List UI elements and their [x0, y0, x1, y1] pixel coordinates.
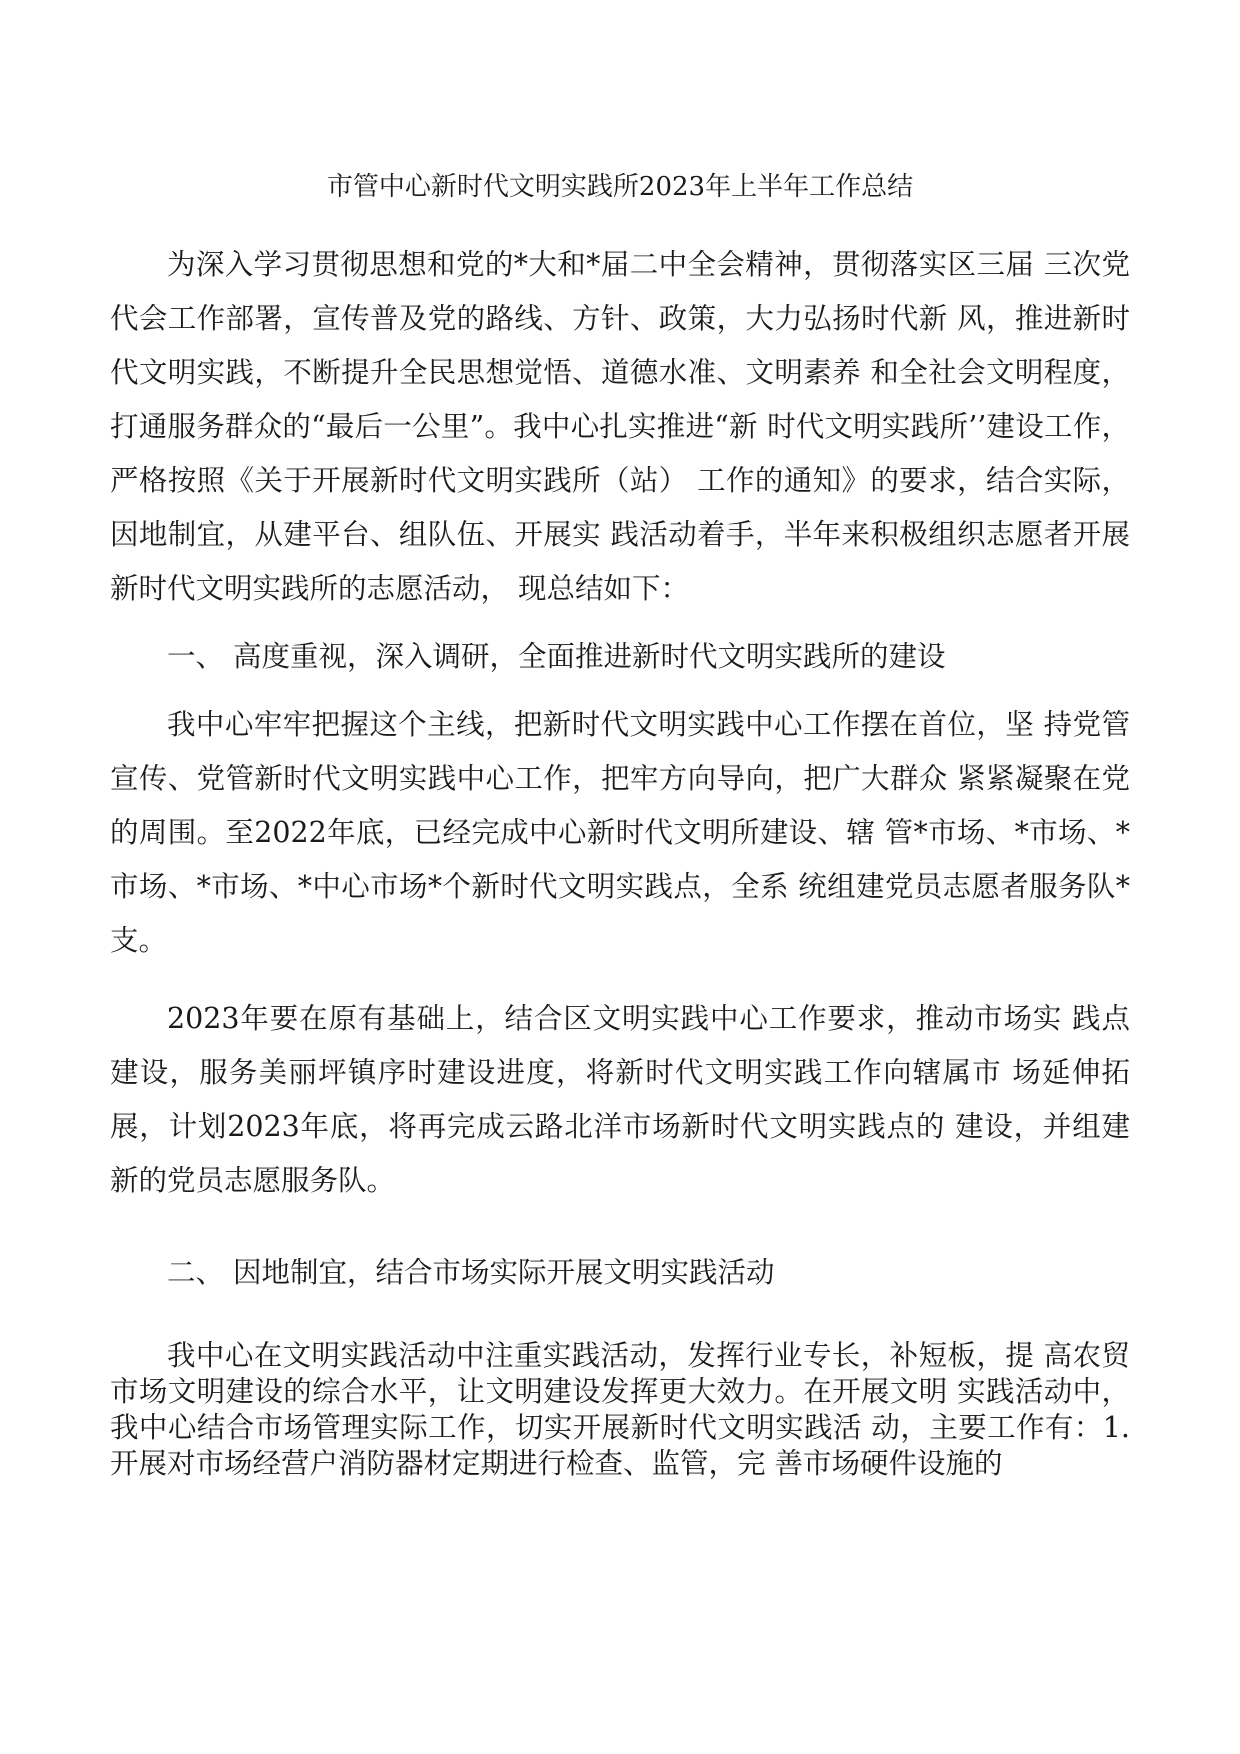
section-2-heading: 二、 因地制宜，结合市场实际开展文明实践活动: [167, 1256, 775, 1289]
document-title: 市管中心新时代文明实践所2023年上半年工作总结: [326, 172, 914, 202]
section-1-paragraph-1: 我中心牢牢把握这个主线，把新时代文明实践中心工作摆在首位，坚 持党管宣传、党管新时代文明实践中心工作，把牢方向导向，把广大群众 紧紧凝聚在党的周围。至2022年底，已经完成中心新时代文明所建设、辖 管*市场、*市场、*市场、*市场、*中心市场*个新时代文明实践点，全系 统组建党员志愿者服务队*支。: [110, 708, 1130, 957]
section-1-heading: 一、 高度重视，深入调研，全面推进新时代文明实践所的建设: [167, 640, 946, 673]
section-1-paragraph-2: 2023年要在原有基础上，结合区文明实践中心工作要求，推动市场实 践点建设，服务美丽坪镇序时建设进度，将新时代文明实践工作向辖属市 场延伸拓展，计划2023年底，将再完成云路北洋市场新时代文明实践点的 建设，并组建新的党员志愿服务队。: [110, 1002, 1130, 1197]
intro-paragraph: 为深入学习贯彻思想和党的*大和*届二中全会精神，贯彻落实区三届 三次党代会工作部署，宣传普及党的路线、方针、政策，大力弘扬时代新 风，推进新时代文明实践，不断提升全民思想觉悟、道德水准、文明素养 和全社会文明程度，打通服务群众的“最后一公里”。我中心扎实推进“新 时代文明实践所’’建设工作，严格按照《关于开展新时代文明实践所（站） 工作的通知》的要求，结合实际，因地制宜，从建平台、组队伍、开展实 践活动着手，半年来积极组织志愿者开展新时代文明实践所的志愿活动， 现总结如下：: [110, 248, 1130, 605]
section-2-paragraph-1: 我中心在文明实践活动中注重实践活动，发挥行业专长，补短板，提 高农贸市场文明建设的综合水平，让文明建设发挥更大效力。在开展文明 实践活动中，我中心结合市场管理实际工作，切实开展新时代文明实践活 动，主要工作有：1.开展对市场经营户消防器材定期进行检查、监管，完 善市场硬件设施的: [110, 1339, 1130, 1480]
